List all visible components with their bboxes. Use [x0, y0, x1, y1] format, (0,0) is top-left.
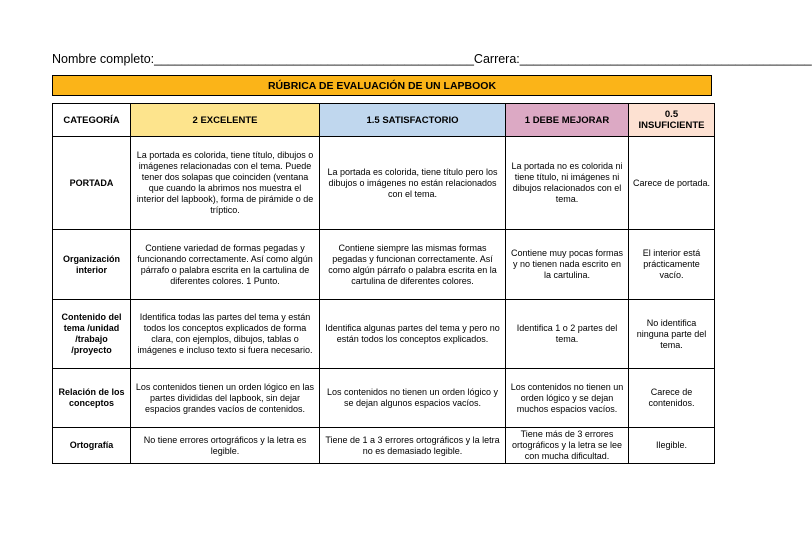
table-row: [53, 230, 715, 300]
column-header-debe-mejorar: 1 DEBE MEJORAR: [506, 104, 629, 137]
nombre-blank[interactable]: ______________________________________________: [154, 52, 474, 66]
column-header-insuficiente: 0.5 INSUFICIENTE: [629, 104, 715, 137]
table-row: [53, 369, 715, 428]
criteria-cell: Contiene variedad de formas pegadas y funcionando correctamente. Así como algún párrafo o palabra escrita en la cartulina de diferentes colores. 1 Punto.: [131, 230, 320, 300]
criteria-cell: Ilegible.: [629, 428, 715, 464]
table-row: [53, 300, 715, 369]
criteria-cell: La portada es colorida, tiene título pero los dibujos o imágenes no están relacionados con el tema.: [320, 137, 506, 230]
column-header-satisfactorio: 1.5 SATISFACTORIO: [320, 104, 506, 137]
criteria-cell: Tiene más de 3 errores ortográficos y la letra se lee con mucha dificultad.: [506, 428, 629, 464]
criteria-cell: La portada es colorida, tiene título, dibujos o imágenes relacionadas con el tema. Puede tener dos solapas que coinciden (ventana que cuando la abrimos nos muestra el interior del lapbook), forma de pirámide o de tríptico.: [131, 137, 320, 230]
rubric-title: RÚBRICA DE EVALUACIÓN DE UN LAPBOOK: [52, 75, 712, 96]
criteria-cell: La portada no es colorida ni tiene título, ni imágenes ni dibujos relacionados con el tema.: [506, 137, 629, 230]
criteria-cell: Tiene de 1 a 3 errores ortográficos y la letra no es demasiado legible.: [320, 428, 506, 464]
carrera-blank[interactable]: __________________________________________: [519, 52, 812, 66]
student-info-line: [52, 52, 812, 66]
criteria-cell: Contiene muy pocas formas y no tienen nada escrito en la cartulina.: [506, 230, 629, 300]
table-row: [53, 428, 715, 464]
rubric-table: [52, 103, 715, 464]
category-cell: Contenido del tema /unidad /trabajo /proyecto: [53, 300, 131, 369]
category-cell: PORTADA: [53, 137, 131, 230]
criteria-cell: Los contenidos no tienen un orden lógico y se dejan muchos espacios vacíos.: [506, 369, 629, 428]
criteria-cell: Carece de portada.: [629, 137, 715, 230]
category-cell: Relación de los conceptos: [53, 369, 131, 428]
criteria-cell: Contiene siempre las mismas formas pegadas y funcionan correctamente. Así como algún párrafo o palabra escrita en la cartulina de diferentes colores.: [320, 230, 506, 300]
criteria-cell: El interior está prácticamente vacío.: [629, 230, 715, 300]
table-row: [53, 137, 715, 230]
criteria-cell: Los contenidos tienen un orden lógico en las partes divididas del lapbook, sin dejar espacios grandes vacíos de contenidos.: [131, 369, 320, 428]
criteria-cell: Carece de contenidos.: [629, 369, 715, 428]
criteria-cell: No tiene errores ortográficos y la letra es legible.: [131, 428, 320, 464]
criteria-cell: Identifica 1 o 2 partes del tema.: [506, 300, 629, 369]
carrera-label: Carrera:: [473, 52, 520, 66]
criteria-cell: No identifica ninguna parte del tema.: [629, 300, 715, 369]
nombre-label: Nombre completo:: [52, 52, 155, 66]
criteria-cell: Identifica todas las partes del tema y están todos los conceptos explicados de forma clara, con ejemplos, dibujos, tablas o imágenes e incluso texto si fuera necesario.: [131, 300, 320, 369]
header-row: [53, 104, 715, 137]
category-cell: Ortografía: [53, 428, 131, 464]
criteria-cell: Los contenidos no tienen un orden lógico y se dejan algunos espacios vacíos.: [320, 369, 506, 428]
column-header-excelente: 2 EXCELENTE: [131, 104, 320, 137]
column-header-categoria: CATEGORÍA: [53, 104, 131, 137]
criteria-cell: Identifica algunas partes del tema y pero no están todos los conceptos explicados.: [320, 300, 506, 369]
category-cell: Organización interior: [53, 230, 131, 300]
